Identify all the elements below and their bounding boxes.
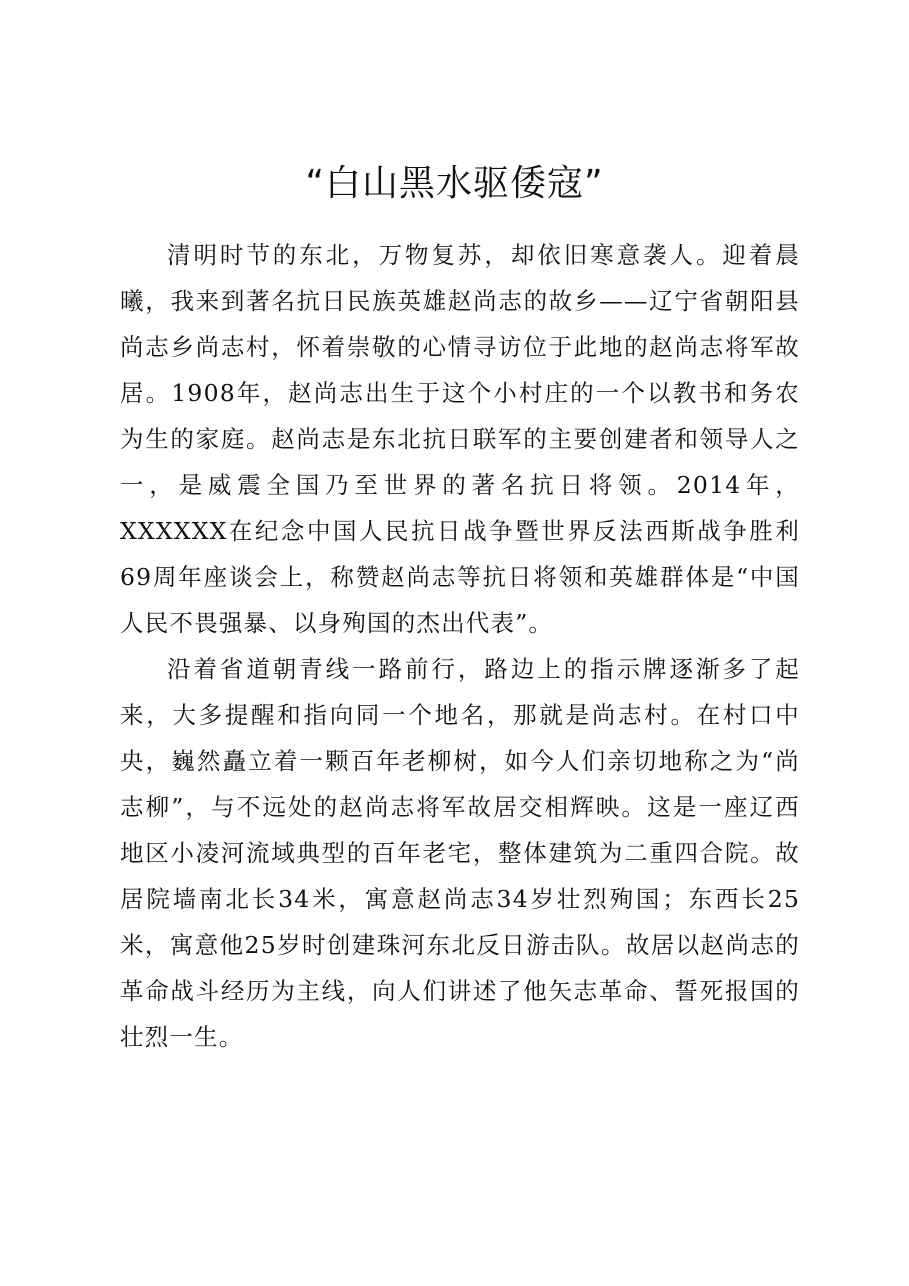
paragraph-2: 沿着省道朝青线一路前行，路边上的指示牌逐渐多了起来，大多提醒和指向同一个地名，那就是尚志村。在村口中央，巍然矗立着一颗百年老柳树，如今人们亲切地称之为“尚志柳”，与不远处的赵尚志将军故居交相辉映。这是一座辽西地区小凌河流域典型的百年老宅，整体建筑为二重四合院。故居院墙南北长34米，寓意赵尚志34岁壮烈殉国；东西长25米，寓意他25岁时创建珠河东北反日游击队。故居以赵尚志的革命战斗经历为主线，向人们讲述了他矢志革命、誓死报国的壮烈一生。 [120, 655, 800, 1051]
document-title: “白山黑水驱倭寇” [305, 163, 604, 204]
paragraph-1: 清明时节的东北，万物复苏，却依旧寒意袭人。迎着晨曦，我来到著名抗日民族英雄赵尚志的故乡——辽宁省朝阳县尚志乡尚志村，怀着崇敬的心情寻访位于此地的赵尚志将军故居。1908年，赵尚志出生于这个小村庄的一个以教书和务农为生的家庭。赵尚志是东北抗日联军的主要创建者和领导人之一，是威震全国乃至世界的著名抗日将领。2014年，XXXXXX在纪念中国人民抗日战争暨世界反法西斯战争胜利69周年座谈会上，称赞赵尚志等抗日将领和英雄群体是“中国人民不畏强暴、以身殉国的杰出代表”。 [120, 241, 800, 637]
document-body [120, 232, 800, 1060]
